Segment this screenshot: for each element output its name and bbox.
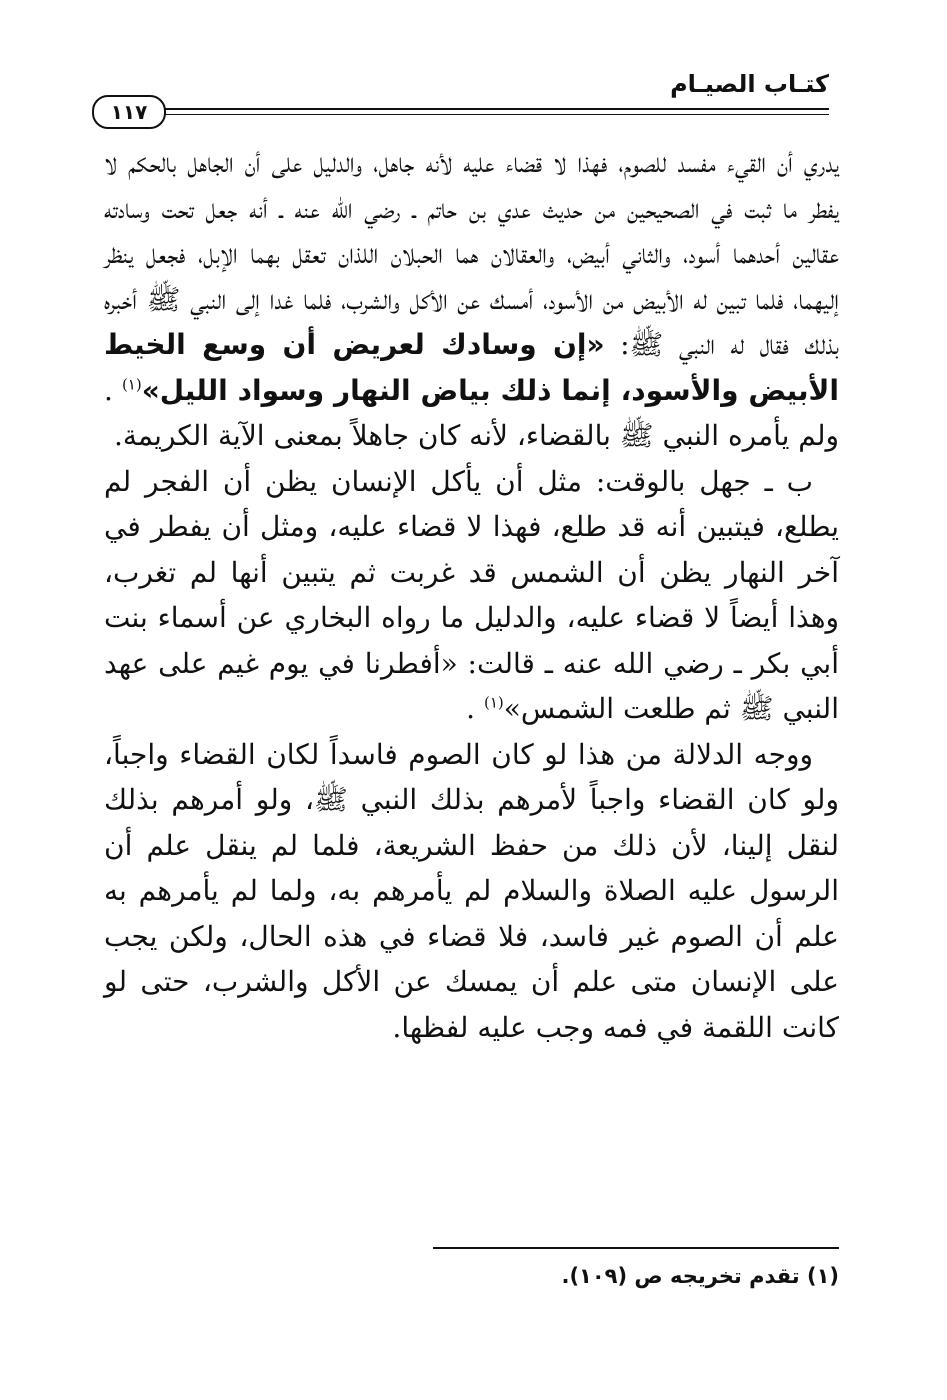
footnote-ref-1[interactable]: (١) <box>121 375 142 394</box>
main-text <box>104 140 839 1050</box>
footnote-ref-2[interactable]: (١) <box>483 693 504 712</box>
header-rule <box>158 108 829 115</box>
footnote-separator <box>433 1247 839 1249</box>
paragraph-1-tail: . ولم يأمره النبي ﷺ بالقضاء، لأنه كان جاهلاً بمعنى الآية الكريمة. <box>104 373 839 452</box>
paragraph-1-text: يدري أن القيء مفسد للصوم، فهذا لا قضاء عليه لأنه جاهل، والدليل على أن الجاهل بالحكم لا يفطر ما ثبت في الصحيحين من حديث عدي بن حاتم ـ رضي الله عنه ـ أنه جعل تحت وسادته عقالين أحدهما أسود، والثاني أبيض، والعقالان هما الحبلان اللذان تعقل بهما الإبل، فجعل ينظر إليهما، فلما تبين له الأبيض من الأسود، أمسك عن الأكل والشرب، فلما غدا إلى النبي ﷺ أخبره بذلك فقال له النبي ﷺ: <box>104 146 839 361</box>
paragraph-1 <box>104 140 839 459</box>
paragraph-2-tail: . <box>466 692 484 725</box>
footnote: (١) تقدم تخريجه ص (١٠٩). <box>561 1264 839 1288</box>
hadith-quote: «إن وسادك لعريض أن وسع الخيط الأبيض والأسود، إنما ذلك بياض النهار وسواد الليل» <box>104 328 839 407</box>
paragraph-2-text: ب ـ جهل بالوقت: مثل أن يأكل الإنسان يظن أن الفجر لم يطلع، فيتبين أنه قد طلع، فهذا لا قضاء عليه، ومثل أن يفطر في آخر النهار يظن أن الشمس قد غربت ثم يتبين أنها لم تغرب، وهذا أيضاً لا قضاء عليه، والدليل ما رواه البخاري عن أسماء بنت أبي بكر ـ رضي الله عنه ـ قالت: «أفطرنا في يوم غيم على عهد النبي ﷺ ثم طلعت الشمس» <box>104 464 839 725</box>
paragraph-2 <box>104 459 839 732</box>
chapter-title: كتـاب الصيـام <box>670 70 829 98</box>
paragraph-3: ووجه الدلالة من هذا لو كان الصوم فاسداً لكان القضاء واجباً، ولو كان القضاء واجباً لأمرهم بذلك النبي ﷺ، ولو أمرهم بذلك لنقل إلينا، لأن ذلك من حفظ الشريعة، فلما لم ينقل علم أن الرسول عليه الصلاة والسلام لم يأمرهم به، ولما لم يأمرهم به علم أن الصوم غير فاسد، فلا قضاء في هذه الحال، ولكن يجب على الإنسان متى علم أن يمسك عن الأكل والشرب، حتى لو كانت اللقمة في فمه وجب عليه لفظها. <box>104 737 839 1044</box>
page-number: ١١٧ <box>92 95 166 129</box>
